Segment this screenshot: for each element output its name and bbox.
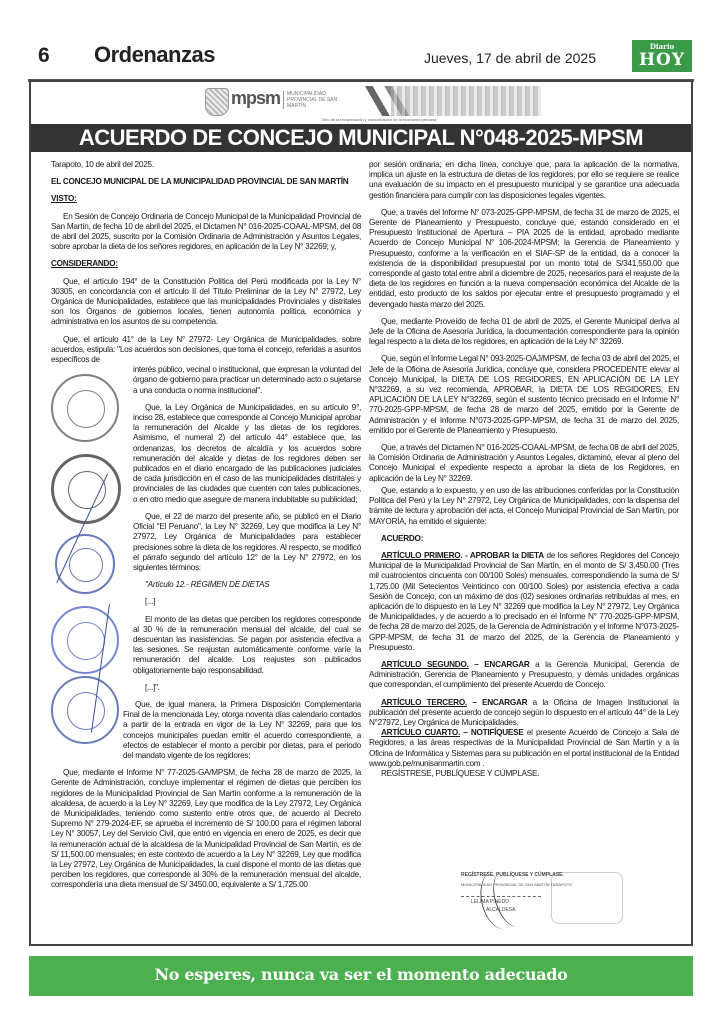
document-title: ACUERDO DE CONCEJO MUNICIPAL N°048-2025-MPSM xyxy=(31,124,691,152)
visto-heading: VISTO: xyxy=(51,194,77,204)
signature-line: REGÍSTRESE, PUBLÍQUESE Y CÚMPLASE. xyxy=(461,872,564,878)
considerando-paragraph: Que, a través del Informe N° 073-2025-GPP-MPSM, de fecha 31 de marzo de 2025, el Gerente de Planeamiento y Presupuesto, concluye que, estando considerado en el Presupuesto Institucional de Apertura – PIA 2025 de la entidad, aprobado mediante Acuerdo de Concejo Municipal N° 106-2024-MPSM; la Gerencia de Planeamiento y Presupuesto, conforme a la verificación en el SIAF-SP de la entidad, da a conocer la existencia de la disponibilidad presupuestal por un monto total de S/341,550.00 que corresponde al gasto total entre abril a diciembre de 2025, necesarios para el reajuste de la dieta de los regidores en función a la nueva compensación económica del Alcalde de la entidad, esto producto de los saldos por ejecutar entre el presupuesto programado y el devengado hasta marzo del 2025. xyxy=(369,207,679,309)
section-title: Ordenanzas xyxy=(94,42,215,67)
logo-small-text: Diario xyxy=(649,42,675,51)
considerando-paragraph: Que, a través del Dictamen N° 016-2025-COAAL-MPSM, de fecha 08 de abril del 2025, la Comisión Ordinaria de Administración y Asuntos Legales, dictaminó, elevar al pleno del Concejo Municipal el expediente respecto a aprobar la dieta de los Regidores, en aplicación de la Ley N° 32269. xyxy=(369,443,679,483)
institution-acronym: mpsm xyxy=(231,88,281,108)
signature-block xyxy=(431,872,631,934)
considerando-heading: CONSIDERANDO: xyxy=(51,259,118,269)
crest-icon xyxy=(205,88,229,116)
article-label: ARTÍCULO CUARTO. xyxy=(381,728,460,738)
considerando-paragraph: por sesión ordinaria; en dicha línea, concluye que, para la aplicación de la normativa, implica un ajuste en la estructura de dietas de los regidores, por ello se requiere se realice una evaluación de su impacto en el presupuesto municipal y se garantice una adecuada gestión financiera para cumplir con las disposiciones legales vigentes. xyxy=(369,160,679,200)
closing-formula: REGÍSTRESE, PUBLÍQUESE Y CÚMPLASE. xyxy=(381,768,540,778)
signature-institution: MUNICIPALIDAD PROVINCIAL DE SAN MARTÍN TARAPOTO xyxy=(461,882,573,887)
footer-slogan: No esperes, nunca va ser el momento adecuado xyxy=(29,956,693,996)
page-header xyxy=(28,38,694,74)
right-column xyxy=(369,160,679,786)
article-lead: – ENCARGAR xyxy=(466,697,528,707)
notice-frame xyxy=(29,80,693,946)
article-label: ARTÍCULO PRIMERO xyxy=(381,550,461,560)
quoted-article-title: "Artículo 12.- RÉGIMEN DE DIETAS xyxy=(145,580,270,590)
article-fourth xyxy=(369,728,679,769)
ellipsis: [...] xyxy=(145,597,156,607)
considerando-paragraph: Que, estando a lo expuesto, y en uso de las atribuciones conferidas por la Constitución Política del Perú y la Ley N° 27972, Ley Orgánica de Municipalidades, con la dispensa del trámite de lectura y aprobación del acta, el Concejo Municipal Provincial de San Martín, por MAYORÍA, ha emitido el siguiente: xyxy=(369,485,679,526)
article-label: ARTÍCULO SEGUNDO. xyxy=(381,659,469,669)
place-date: Tarapoto, 10 de abril del 2025. xyxy=(51,160,154,169)
considerando-paragraph: Que, la Ley Orgánica de Municipalidades, en su artículo 9°, inciso 28, establece que corresponde al Concejo Municipal aprobar la remuneración del Alcalde y las dietas de los regidores. Asimismo, el numeral 2) del artículo 44° establece que, las ordenanzas, los decretos de alcaldía y los acuerdos sobre remuneración del alcalde y dietas de los regidores deben ser publicados en el diario encargado de las publicaciones judiciales de cada jurisdicción en el caso de las municipalidades distritales y provinciales de las ciudades que cuenten con tales publicaciones, o en otro medio que asegure de manera indubitable su publicidad; xyxy=(133,402,361,504)
watermark-seal xyxy=(551,872,623,924)
article-text: el presente Acuerdo de Concejo a Sala de Regidores, a las áreas respectivas de la Municipalidad Provincial de San Martín y a la Oficina de Informática y Sistemas para su publicación en el portal institucional de la Entidad www.gob.pe/munisanmartin.com . xyxy=(369,728,679,768)
article-lead: . - APROBAR la DIETA xyxy=(460,550,544,560)
considerando-paragraph-cont: interés público, vecinal o institucional, que expresan la voluntad del órgano de gobierno para practicar un determinado acto o sujetarse a una conducta o norma institucional". xyxy=(133,365,361,395)
newspaper-logo xyxy=(632,40,692,72)
institution-name: MUNICIPALIDAD PROVINCIAL DE SAN MARTÍN xyxy=(283,91,347,109)
banner-photo xyxy=(391,86,541,116)
page-number: 6 xyxy=(38,44,50,67)
logo-big-text: HOY xyxy=(638,50,685,70)
signatory-name: LELIMA PINEDO xyxy=(471,899,510,905)
institution-banner xyxy=(191,86,551,122)
considerando-paragraph: Que, según el Informe Legal N° 093-2025-OAJ/MPSM, de fecha 03 de abril del 2025, el Jefe de la Oficina de Asesoría Jurídica, concluye que, considera PROCEDENTE elevar al Concejo Municipal, la DIETA DE LOS REGIDORES, EN APLICACIÓN DE LA LEY N°32269, a su vez recomienda, APROBAR, la DIETA DE LOS REGIDORES, EN APLICACIÓN DE LA LEY N°32269, según el sustento técnico precisado en el Informe N° 770-2025-GPP-MPSM, de fecha 28 de marzo del 2025, emitido por la Gerente de Administración y el Informe N°073-2025-GPP-MPSM, de fecha 31 de marzo del 2025, emitido por el Gerente de Planeamiento y Presupuesto. xyxy=(369,354,679,435)
article-text: a la Oficina de Imagen Institucional la publicación del presente acuerdo de concejo según lo dispuesto en el artículo 44° de la Ley N°27972, Ley Orgánica de Municipalidades. xyxy=(369,697,679,727)
article-third xyxy=(369,698,679,729)
left-column xyxy=(51,160,361,898)
considerando-paragraph: Que, el artículo 194° de la Constitución Política del Perú modificada por la Ley N° 30305, en concordancia con el artículo II del Título Preliminar de la Ley N° 27972, Ley Orgánica de Municipalidades, establece que las municipalidades Provinciales y distritales son los Órganos de gobiernos locales, tienen autonomía política, económica y administrativa en los asuntos de su competencia. xyxy=(51,276,361,327)
considerando-paragraph: Que, el artículo 41° de la Ley N° 27972- Ley Orgánica de Municipalidades, sobre acuerdos, estipula: "Los acuerdos son decisiones, que toma el concejo, referidas a asuntos específicos de xyxy=(51,334,361,365)
visto-paragraph: En Sesión de Concejo Ordinaria de Concejo Municipal de la Municipalidad Provincial de San Martín, de fecha 10 de abril del 2025, el Dictamen N° 016-2025-COAAL-MPSM, del 08 de abril del 2025, suscrito por la Comisión Ordinaria de Administración y Asuntos Legales, sobre aprobar la dieta de los señores regidores, en aplicación de la Ley N° 32269; y, xyxy=(51,211,361,252)
considerando-paragraph: Que, mediante Proveído de fecha 01 de abril de 2025, el Gerente Municipal deriva al Jefe de la Oficina de Asesoría Jurídica, la documentación correspondiente para la opinión legal respecto a la dieta de los regidores, en aplicación de la Ley N° 32269. xyxy=(369,316,679,347)
banner-motto: "Año de la recuperación y consolidación de la economía peruana" xyxy=(321,117,438,122)
issuer: EL CONCEJO MUNICIPAL DE LA MUNICIPALIDAD PROVINCIAL DE SAN MARTÍN xyxy=(51,177,349,187)
article-first xyxy=(369,551,679,653)
article-text: de los señores Regidores del Concejo Municipal de la Municipalidad Provincial de San Martín, en el monto de S/ 3,450.00 (Tres mil cuatrocientos cincuenta con 00/100 Soles) mensuales, correspondiendo la suma de S/ 1,725.00 (Mil Setecientos Veinticinco con 00/100 Soles) por asistencia efectiva a cada Sesión de Concejo, con un máximo de dos (02) sesiones ordinarias retribuidas al mes, en aplicación de lo dispuesto en la Ley N° 32269 que modifica la Ley N° 27972, Ley Orgánica de Municipalidades, y de acuerdo a lo precisado en el Informe N° 770-2025-GPP-MPSM, de fecha 28 de marzo del 2025, de la Gerencia de Administración y el Informe N°073-2025-GPP-MPSM, de fecha 31 de marzo del 2025, de la Gerencia de Planeamiento y Presupuesto. xyxy=(369,550,679,652)
article-lead: – ENCARGAR xyxy=(468,659,530,669)
quoted-article-text: El monto de las dietas que perciben los regidores corresponde al 30 % de la remuneración mensual del alcalde, del cual se descuentan las inasistencias. Se pagan por asistencia efectiva a las sesiones. Se reajustan automáticamente conforme varíe la remuneración del alcalde. Los reajustes son publicados obligatoriamente bajo responsabilidad. xyxy=(133,614,361,675)
considerando-paragraph: Que, el 22 de marzo del presente año, se publicó en el Diario Oficial "El Peruano", la Ley N° 32269, Ley que modifica la Ley N° 27972, Ley Orgánica de Municipalidades para establecer precisiones sobre la dieta de los regidores. Al respecto, se modificó el párrafo segundo del artículo 12° de la Ley N° 27972, en los siguientes términos: xyxy=(133,511,361,572)
issue-date: Jueves, 17 de abril de 2025 xyxy=(423,50,596,66)
article-label: ARTÍCULO TERCERO. xyxy=(381,697,467,707)
signatory-title: ALCALDESA xyxy=(486,907,516,913)
considerando-paragraph: Que, mediante el Informe N° 77-2025-GA/MPSM, de fecha 28 de marzo de 2025, la Gerente de Administración, concluye implementar el régimen de dietas que perciben los regidores de la Municipalidad Provincial de San Martín conforme a la remuneración de la alcaldesa, de acuerdo a la Ley N° 32269, Ley que modifica de la Ley 27972, Ley Orgánica de Municipalidades, teniendo como sustento entre otros que, de acuerdo al Decreto Supremo N° 279-2024-EF, se aprueba el incremento de S/ 100.00 para el régimen laboral Ley N° 30057, Ley del Servicio Civil, que entró en vigencia en enero de 2025, es decir que la remuneración actual de la alcaldesa de la Municipalidad Provincial de San Martín, es de S/ 11,500.00 mensuales; en este contexto de acuerdo a la Ley N° 32269, Ley que modifica la Ley 27972, Ley Orgánica de Municipalidades, la cual dispone el monto de las dietas que perciben los regidores, que corresponde al 30% de la remuneración mensual del alcalde, correspondería una dieta mensual de S/ 3450.00, equivalente a S/ 1,725.00 xyxy=(51,768,361,890)
article-second xyxy=(369,660,679,691)
ellipsis: [...]". xyxy=(145,682,160,692)
article-lead: – NOTIFÍQUESE xyxy=(459,728,524,738)
acuerdo-heading: ACUERDO: xyxy=(381,533,424,543)
considerando-paragraph: Que, de igual manera, la Primera Disposición Complementaria Final de la mencionada Ley, otorga noventa días calendario contados a partir de la entrada en vigor de la Ley N° 32269, para que los concejos municipales puedan emitir el acuerdo correspondiente, a efectos de establecer el monto a percibir por dietas, para el periodo del mandato vigente de los regidores; xyxy=(123,699,361,760)
article-text: a la Gerencia Municipal, Gerencia de Administración, Gerencia de Planeamiento y Presupuesto, y demás unidades orgánicas que correspondan, el cumplimiento del presente Acuerdo de Concejo. xyxy=(369,659,679,690)
